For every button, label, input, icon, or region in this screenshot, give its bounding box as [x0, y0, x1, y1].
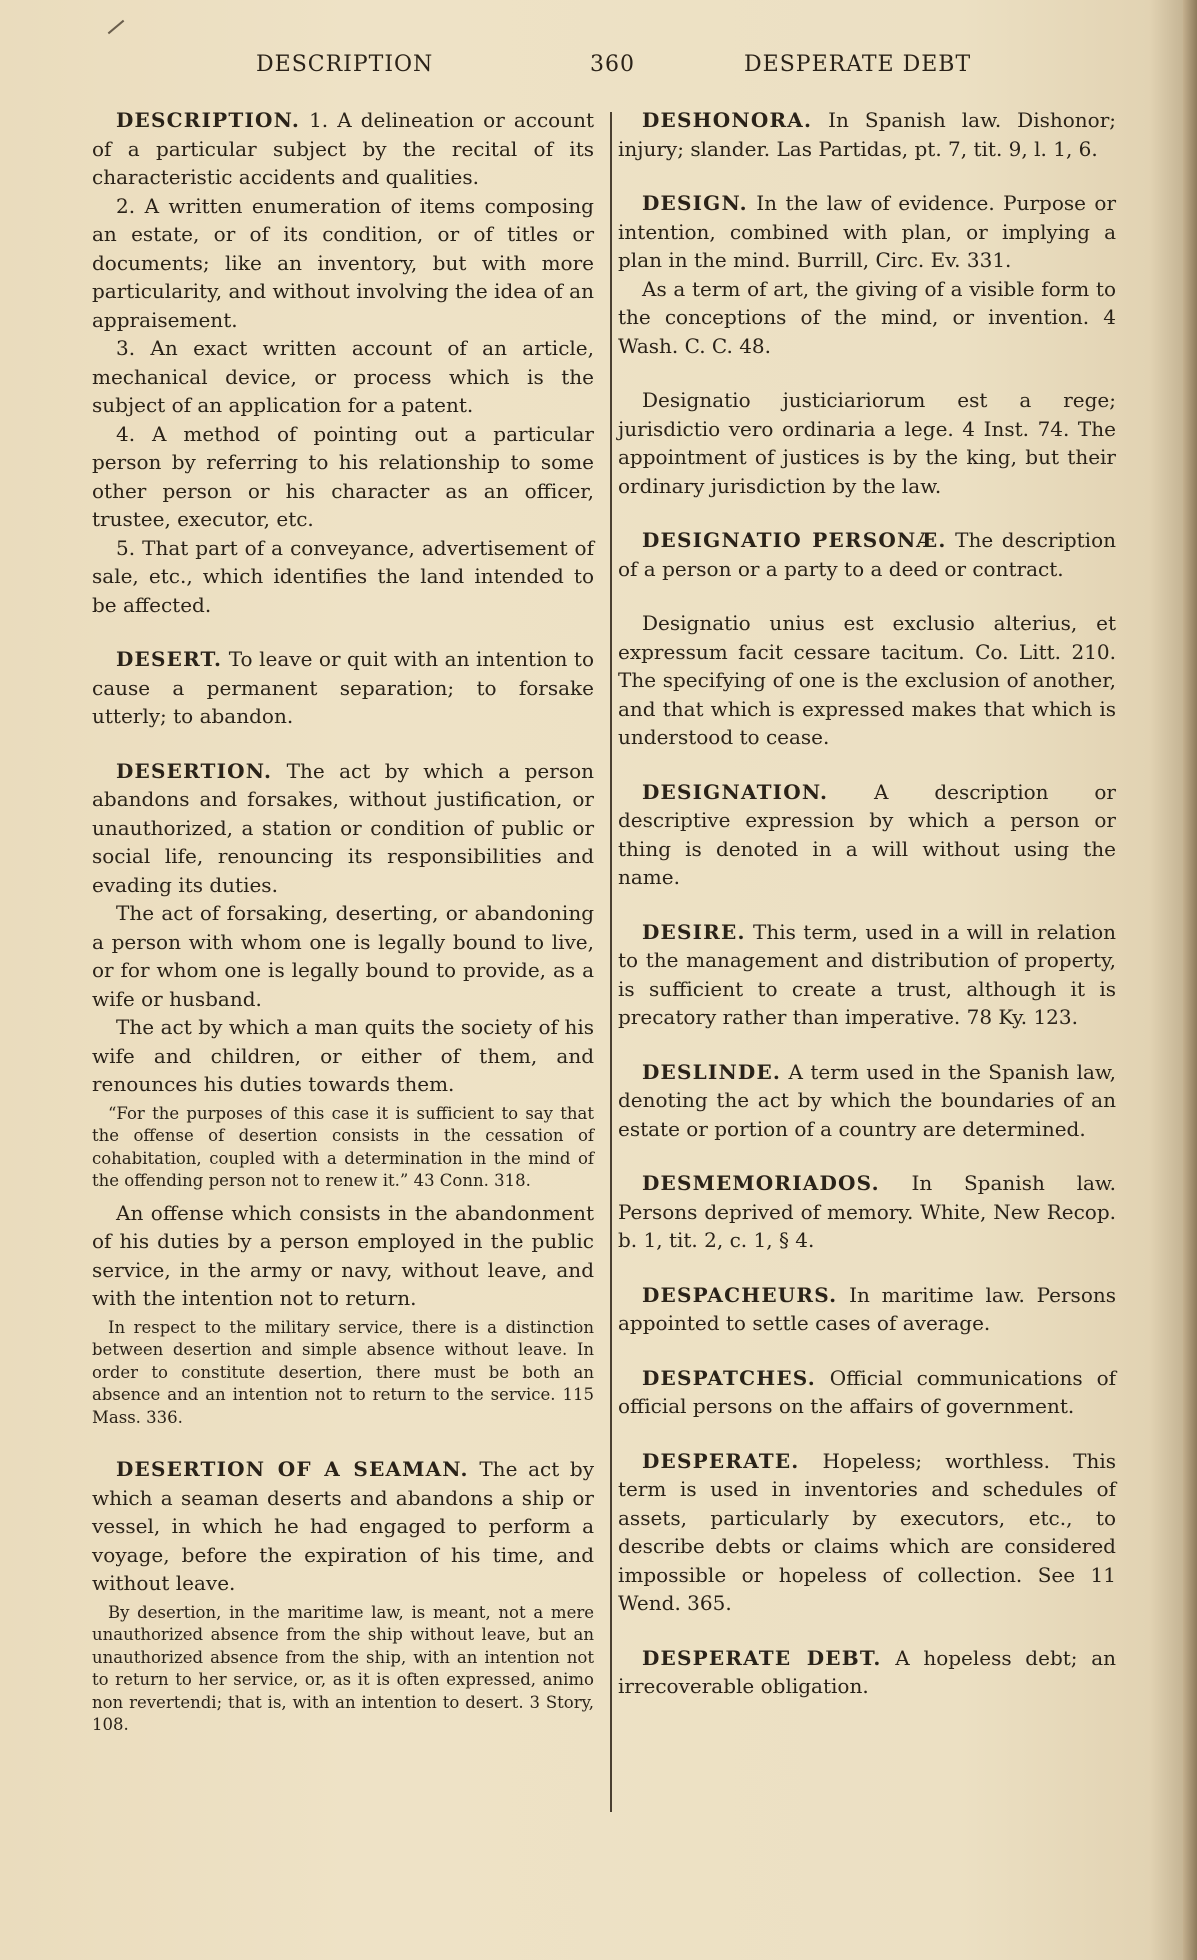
entry-paragraph [92, 106, 594, 192]
entry-headword: DESIGNATION. [642, 779, 829, 804]
entry-paragraph [92, 534, 594, 620]
entry-text: Official communications of official persons on the affairs of government. [618, 1365, 1117, 1418]
entry-paragraph [618, 1169, 1116, 1255]
entry-paragraph [92, 420, 594, 534]
dictionary-entry [618, 1364, 1116, 1421]
entry-text: The act by which a seaman deserts and abandons a ship or vessel, in which he had engaged to perform a voyage, before the expiration of his time, and without leave. [92, 1457, 594, 1595]
dictionary-entry [618, 1644, 1116, 1701]
entry-text: 5. That part of a conveyance, advertisement of sale, etc., which identifies the land intended to be affected. [92, 535, 594, 617]
dictionary-entry [618, 189, 1116, 360]
entry-headword: DESCRIPTION. [116, 108, 300, 132]
entry-headword: DESHONORA. [642, 108, 813, 132]
entry-text: To leave or quit with an intention to cause a permanent separation; to forsake utterly; to abandon. [92, 647, 594, 728]
dictionary-entry [618, 1281, 1116, 1338]
entry-paragraph [618, 526, 1116, 583]
entry-text: A hopeless debt; an irrecoverable obligation. [618, 1645, 1116, 1698]
entry-text: A term used in the Spanish law, denoting the act by which the boundaries of an estate or portion of a country are determined. [618, 1059, 1117, 1141]
entry-text: The act of forsaking, deserting, or abandoning a person with whom one is legally bound to live, or for whom one is legally bound to provide, as a wife or husband. [92, 901, 594, 1011]
entry-note [92, 1103, 594, 1193]
entry-text: 2. A written enumeration of items composing an estate, or of its condition, or of titles or documents; like an inventory, but with more particularity, and without involving the idea of an appraisement. [92, 193, 594, 332]
entry-paragraph [618, 1058, 1116, 1144]
entry-paragraph [92, 645, 594, 731]
entry-note [92, 1602, 594, 1737]
entry-paragraph [92, 757, 594, 900]
entry-paragraph [92, 334, 594, 420]
entry-text: This term, used in a will in relation to the management and distribution of property, is sufficient to create a trust, although it is precatory rather than imperative. 78 Ky. 123. [618, 919, 1117, 1029]
entry-paragraph [618, 778, 1116, 892]
entry-paragraph [92, 192, 594, 335]
entry-text: As a term of art, the giving of a visible form to the conceptions of the mind, or invention. 4 Wash. C. C. 48. [618, 276, 1116, 358]
entry-headword: DESERTION OF A SEAMAN. [116, 1457, 469, 1481]
entry-paragraph [92, 1013, 594, 1099]
left-column [92, 106, 594, 1763]
entry-headword: DESLINDE. [642, 1059, 782, 1084]
dictionary-entry [92, 757, 594, 1430]
entry-headword: DESERT. [116, 647, 223, 671]
dictionary-entry [618, 1169, 1116, 1255]
entry-paragraph [92, 899, 594, 1013]
pencil-mark [108, 20, 125, 34]
entry-text: 3. An exact written account of an article, mechanical device, or process which is the subject of an application for a patent. [92, 336, 594, 417]
dictionary-entry [618, 778, 1116, 892]
entry-headword: DESPATCHES. [642, 1365, 816, 1390]
entry-paragraph [618, 275, 1116, 361]
entry-text: An offense which consists in the abandonment of his duties by a person employed in the public service, in the army or navy, without leave, and with the intention not to return. [92, 1200, 594, 1310]
entry-paragraph [618, 1281, 1116, 1338]
entry-note [92, 1317, 594, 1430]
entry-text: In maritime law. Persons appointed to settle cases of average. [618, 1282, 1117, 1335]
running-header [0, 52, 1197, 86]
entry-text: In the law of evidence. Purpose or intention, combined with plan, or implying a plan in the mind. Burrill, Circ. Ev. 331. [618, 191, 1117, 272]
entry-paragraph [618, 386, 1116, 500]
entry-headword: DESIGNATIO PERSONÆ. [642, 528, 947, 552]
entry-paragraph [618, 189, 1116, 275]
entry-headword: DESPACHEURS. [642, 1282, 838, 1307]
entry-paragraph [618, 106, 1116, 163]
entry-text: Hopeless; worthless. This term is used in inventories and schedules of assets, particularly by executors, etc., to describe debts or claims which are considered impossible or hopeless of collection. See 11 Wend. 365. [618, 1448, 1116, 1615]
header-right-guideword: DESPERATE DEBT [744, 52, 972, 77]
dictionary-entry [618, 918, 1116, 1032]
entry-paragraph [92, 1455, 594, 1598]
dictionary-entry [92, 1455, 594, 1737]
dictionary-entry [618, 1447, 1116, 1618]
entry-text: The act by which a person abandons and forsakes, without justification, or unauthorized, a station or condition of public or social life, renouncing its responsibilities and evading its duties. [92, 758, 594, 897]
dictionary-entry [618, 609, 1116, 752]
entry-text: A description or descriptive expression by which a person or thing is denoted in a will without using the name. [618, 779, 1116, 889]
dictionary-entry [92, 106, 594, 619]
dictionary-entry [92, 645, 594, 731]
dictionary-entry [618, 526, 1116, 583]
entry-headword: DESMEMORIADOS. [642, 1171, 880, 1195]
entry-headword: DESIGN. [642, 191, 748, 215]
page-number: 360 [590, 52, 635, 77]
entry-paragraph [618, 609, 1116, 752]
entry-paragraph [618, 1447, 1116, 1618]
entry-headword: DESPERATE DEBT. [642, 1645, 882, 1670]
entry-text: In Spanish law. Persons deprived of memory. White, New Recop. b. 1, tit. 2, c. 1, § 4. [618, 1171, 1116, 1252]
entry-text: 1. A delineation or account of a particular subject by the recital of its characteristic accidents and qualities. [92, 108, 595, 189]
entry-text: In Spanish law. Dishonor; injury; slander. Las Partidas, pt. 7, tit. 9, l. 1, 6. [618, 108, 1117, 161]
entry-text: The description of a person or a party to a deed or contract. [618, 528, 1116, 581]
entry-text: By desertion, in the maritime law, is meant, not a mere unauthorized absence from the ship without leave, but an unauthorized absence from the ship, with an intention not to return to her service, or, as it is often expressed, animo non revertendi; that is, with an intention to desert. 3 Story, 108. [92, 1602, 594, 1734]
entry-text: 4. A method of pointing out a particular person by referring to his relationship to some other person or his character as an officer, trustee, executor, etc. [92, 421, 594, 531]
entry-text: “For the purposes of this case it is sufficient to say that the offense of desertion consists in the cessation of cohabitation, coupled with a determination in the mind of the offending person not to renew it.” 43 Conn. 318. [92, 1103, 594, 1190]
header-left-guideword: DESCRIPTION [256, 52, 434, 77]
dictionary-entry [618, 106, 1116, 163]
dictionary-entry [618, 1058, 1116, 1144]
page-edge-shadow [1183, 0, 1197, 1960]
dictionary-entry [618, 386, 1116, 500]
column-divider [610, 112, 612, 1812]
entry-paragraph [92, 1199, 594, 1313]
entry-headword: DESERTION. [116, 758, 273, 783]
entry-paragraph [618, 1644, 1116, 1701]
entry-text: The act by which a man quits the society of his wife and children, or either of them, and renounces his duties towards them. [92, 1015, 594, 1096]
entry-headword: DESPERATE. [642, 1448, 800, 1473]
entry-paragraph [618, 1364, 1116, 1421]
entry-text: Designatio justiciariorum est a rege; jurisdictio vero ordinaria a lege. 4 Inst. 74. The appointment of justices is by the king, but their ordinary jurisdiction by the law. [618, 388, 1116, 498]
entry-text: In respect to the military service, there is a distinction between desertion and simple absence without leave. In order to constitute desertion, there must be both an absence and an intention not to return to the service. 115 Mass. 336. [92, 1317, 594, 1427]
entry-paragraph [618, 918, 1116, 1032]
right-column [618, 106, 1116, 1727]
entry-headword: DESIRE. [642, 919, 746, 944]
entry-text: Designatio unius est exclusio alterius, et expressum facit cessare tacitum. Co. Litt. 210. The specifying of one is the exclusion of another, and that which is expressed makes that which is understood to cease. [618, 611, 1116, 749]
